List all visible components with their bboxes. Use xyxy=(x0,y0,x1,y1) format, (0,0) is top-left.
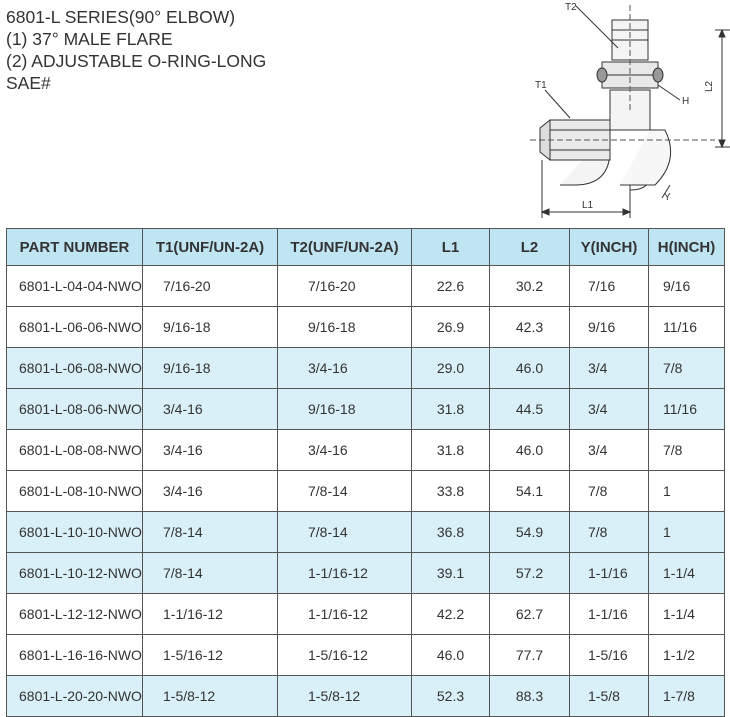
cell-l1: 52.3 xyxy=(412,676,490,717)
cell-part-number: 6801-L-06-08-NWO xyxy=(7,348,143,389)
cell-t2-thread: 1-1/16-12 xyxy=(278,594,412,635)
cell-l2: 62.7 xyxy=(490,594,570,635)
cell-l1: 33.8 xyxy=(412,471,490,512)
cell-l2: 30.2 xyxy=(490,266,570,307)
cell-l2: 57.2 xyxy=(490,553,570,594)
cell-h: 1 xyxy=(649,471,725,512)
table-row xyxy=(7,389,725,430)
cell-y: 7/8 xyxy=(570,512,649,553)
cell-l1: 29.0 xyxy=(412,348,490,389)
cell-t2-thread: 1-5/8-12 xyxy=(278,676,412,717)
cell-part-number: 6801-L-10-10-NWO xyxy=(7,512,143,553)
cell-h: 1 xyxy=(649,512,725,553)
cell-t1-thread: 7/16-20 xyxy=(143,266,278,307)
cell-y: 3/4 xyxy=(570,348,649,389)
column-header-t1: T1(UNF/UN-2A) xyxy=(143,229,278,266)
table-row xyxy=(7,471,725,512)
specification-table xyxy=(6,228,725,717)
h-label: H xyxy=(682,96,690,107)
cell-t2-thread: 3/4-16 xyxy=(278,430,412,471)
table-row xyxy=(7,553,725,594)
cell-l2: 54.9 xyxy=(490,512,570,553)
feature-line-1: (1) 37° MALE FLARE xyxy=(6,29,173,49)
cell-t1-thread: 3/4-16 xyxy=(143,471,278,512)
column-header-t2: T2(UNF/UN-2A) xyxy=(278,229,412,266)
column-header-part-number: PART NUMBER xyxy=(7,229,143,266)
cell-t1-thread: 1-5/16-12 xyxy=(143,635,278,676)
header-title-block xyxy=(6,6,266,94)
cell-t2-thread: 7/8-14 xyxy=(278,471,412,512)
cell-t2-thread: 3/4-16 xyxy=(278,348,412,389)
cell-y: 3/4 xyxy=(570,389,649,430)
cell-l2: 88.3 xyxy=(490,676,570,717)
column-header-l2: L2 xyxy=(490,229,570,266)
column-header-h: H(INCH) xyxy=(649,229,725,266)
cell-l1: 31.8 xyxy=(412,389,490,430)
cell-t2-thread: 1-5/16-12 xyxy=(278,635,412,676)
table-row xyxy=(7,307,725,348)
cell-h: 7/8 xyxy=(649,348,725,389)
series-title: 6801-L SERIES(90° ELBOW) xyxy=(6,7,236,27)
cell-y: 1-1/16 xyxy=(570,594,649,635)
cell-y: 7/16 xyxy=(570,266,649,307)
table-header-row xyxy=(7,229,725,266)
cell-t1-thread: 1-5/8-12 xyxy=(143,676,278,717)
cell-t1-thread: 7/8-14 xyxy=(143,553,278,594)
cell-t1-thread: 1-1/16-12 xyxy=(143,594,278,635)
cell-l1: 46.0 xyxy=(412,635,490,676)
table-row xyxy=(7,266,725,307)
cell-h: 1-1/4 xyxy=(649,594,725,635)
l1-label: L1 xyxy=(582,200,594,211)
cell-part-number: 6801-L-20-20-NWO xyxy=(7,676,143,717)
cell-t1-thread: 3/4-16 xyxy=(143,389,278,430)
cell-y: 1-5/16 xyxy=(570,635,649,676)
cell-l1: 22.6 xyxy=(412,266,490,307)
table-row xyxy=(7,348,725,389)
cell-part-number: 6801-L-08-08-NWO xyxy=(7,430,143,471)
cell-h: 1-1/2 xyxy=(649,635,725,676)
l2-label: L2 xyxy=(704,80,715,92)
elbow-fitting-drawing xyxy=(530,0,730,225)
cell-l2: 44.5 xyxy=(490,389,570,430)
cell-t1-thread: 9/16-18 xyxy=(143,307,278,348)
cell-l2: 42.3 xyxy=(490,307,570,348)
cell-part-number: 6801-L-08-06-NWO xyxy=(7,389,143,430)
feature-line-2: (2) ADJUSTABLE O-RING-LONG xyxy=(6,51,267,71)
cell-part-number: 6801-L-06-06-NWO xyxy=(7,307,143,348)
cell-h: 7/8 xyxy=(649,430,725,471)
cell-l2: 46.0 xyxy=(490,348,570,389)
cell-l1: 39.1 xyxy=(412,553,490,594)
table-row xyxy=(7,430,725,471)
cell-t2-thread: 7/16-20 xyxy=(278,266,412,307)
cell-t2-thread: 1-1/16-12 xyxy=(278,553,412,594)
cell-h: 1-7/8 xyxy=(649,676,725,717)
cell-l2: 77.7 xyxy=(490,635,570,676)
cell-t2-thread: 9/16-18 xyxy=(278,307,412,348)
y-label: Y xyxy=(664,192,671,203)
cell-l1: 42.2 xyxy=(412,594,490,635)
cell-y: 1-5/8 xyxy=(570,676,649,717)
cell-l1: 36.8 xyxy=(412,512,490,553)
cell-t1-thread: 7/8-14 xyxy=(143,512,278,553)
cell-h: 9/16 xyxy=(649,266,725,307)
cell-part-number: 6801-L-10-12-NWO xyxy=(7,553,143,594)
cell-part-number: 6801-L-12-12-NWO xyxy=(7,594,143,635)
cell-l1: 31.8 xyxy=(412,430,490,471)
cell-t2-thread: 9/16-18 xyxy=(278,389,412,430)
column-header-l1: L1 xyxy=(412,229,490,266)
cell-h: 11/16 xyxy=(649,389,725,430)
cell-y: 9/16 xyxy=(570,307,649,348)
cell-t1-thread: 9/16-18 xyxy=(143,348,278,389)
table-row xyxy=(7,635,725,676)
cell-y: 3/4 xyxy=(570,430,649,471)
column-header-y: Y(INCH) xyxy=(570,229,649,266)
t2-label: T2 xyxy=(565,2,577,13)
cell-l1: 26.9 xyxy=(412,307,490,348)
table-row xyxy=(7,512,725,553)
cell-h: 11/16 xyxy=(649,307,725,348)
table-body xyxy=(7,266,725,717)
cell-y: 7/8 xyxy=(570,471,649,512)
cell-y: 1-1/16 xyxy=(570,553,649,594)
cell-part-number: 6801-L-16-16-NWO xyxy=(7,635,143,676)
cell-l2: 54.1 xyxy=(490,471,570,512)
table-row xyxy=(7,676,725,717)
standard-label: SAE# xyxy=(6,73,51,93)
table-row xyxy=(7,594,725,635)
cell-h: 1-1/4 xyxy=(649,553,725,594)
cell-part-number: 6801-L-08-10-NWO xyxy=(7,471,143,512)
cell-l2: 46.0 xyxy=(490,430,570,471)
t1-label: T1 xyxy=(535,80,547,91)
cell-part-number: 6801-L-04-04-NWO xyxy=(7,266,143,307)
cell-t2-thread: 7/8-14 xyxy=(278,512,412,553)
cell-t1-thread: 3/4-16 xyxy=(143,430,278,471)
specification-table-wrapper xyxy=(6,228,724,717)
